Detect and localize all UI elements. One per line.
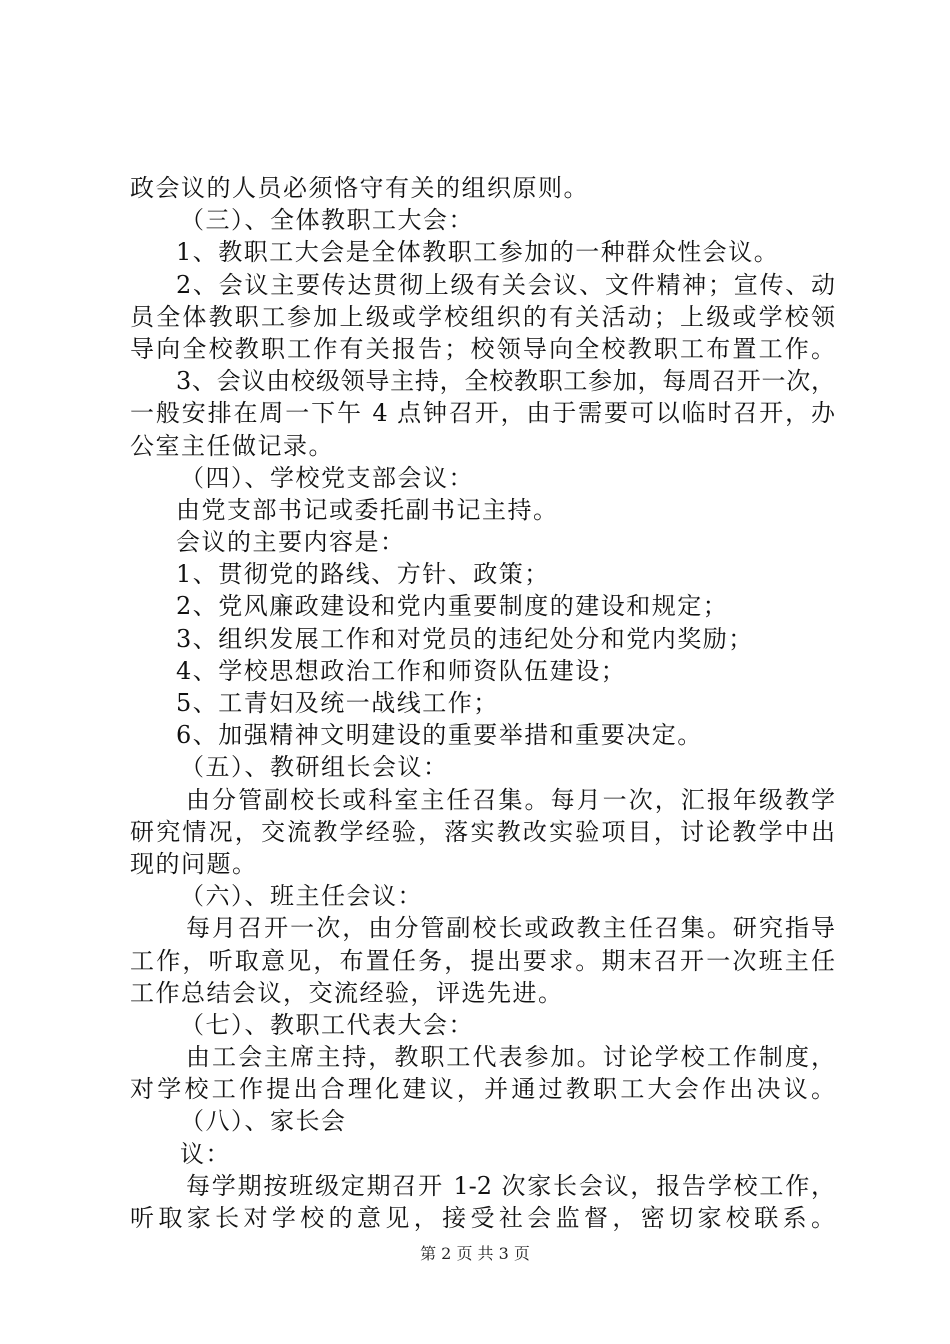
- text-line: 每月召开一次，由分管副校长或政教主任召集。研究指导: [186, 914, 835, 943]
- section-heading: （七）、教职工代表大会：: [180, 1010, 474, 1039]
- text-line: 由党支部书记或委托副书记主持。: [176, 495, 559, 524]
- text-line: 政会议的人员必须恪守有关的组织原则。: [130, 174, 589, 202]
- text-line: 一般安排在周一下午 4 点钟召开，由于需要可以临时召开，办: [130, 399, 835, 428]
- text-line: 现的问题。: [130, 849, 258, 878]
- section-heading: （四）、学校党支部会议：: [180, 463, 474, 492]
- text-line: 公室主任做记录。: [130, 431, 334, 460]
- text-line: 会议的主要内容是：: [176, 528, 406, 557]
- list-item: 4、学校思想政治工作和师资队伍建设；: [176, 656, 627, 685]
- text-line: 员全体教职工参加上级或学校组织的有关活动；上级或学校领: [130, 302, 835, 331]
- document-body: [130, 172, 835, 1234]
- text-line: 1、教职工大会是全体教职工参加的一种群众性会议。: [176, 238, 780, 267]
- section-heading: （五）、教研组长会议：: [180, 753, 449, 782]
- text-line: 议：: [180, 1139, 231, 1168]
- text-line: 听取家长对学校的意见，接受社会监督，密切家校联系。: [130, 1204, 835, 1232]
- text-line: 导向全校教职工作有关报告；校领导向全校教职工布置工作。: [130, 334, 835, 363]
- text-line: 研究情况，交流教学经验，落实教改实验项目，讨论教学中出: [130, 817, 835, 846]
- text-line: 由分管副校长或科室主任召集。每月一次，汇报年级教学: [186, 785, 835, 814]
- section-heading: （八）、家长会: [180, 1107, 347, 1136]
- text-line: 工作总结会议，交流经验，评选先进。: [130, 978, 564, 1007]
- list-item: 1、贯彻党的路线、方针、政策；: [176, 560, 550, 589]
- text-line: 对学校工作提出合理化建议，并通过教职工大会作出决议。: [130, 1075, 835, 1104]
- text-line: 工作，听取意见，布置任务，提出要求。期末召开一次班主任: [130, 946, 835, 975]
- text-line: 3、会议由校级领导主持，全校教职工参加，每周召开一次，: [176, 367, 835, 396]
- list-item: 2、党风廉政建设和党内重要制度的建设和规定；: [176, 592, 729, 621]
- text-line: 由工会主席主持，教职工代表参加。讨论学校工作制度，: [186, 1043, 835, 1072]
- section-heading: （三）、全体教职工大会：: [180, 206, 474, 235]
- list-item: 3、组织发展工作和对党员的违纪处分和党内奖励；: [176, 624, 754, 653]
- page-footer: 第 2 页 共 3 页: [420, 1244, 530, 1263]
- list-item: 6、加强精神文明建设的重要举措和重要决定。: [176, 721, 703, 750]
- text-line: 2、会议主要传达贯彻上级有关会议、文件精神；宣传、动: [176, 270, 835, 299]
- list-item: 5、工青妇及统一战线工作；: [176, 689, 499, 717]
- text-line: 每学期按班级定期召开 1-2 次家长会议，报告学校工作，: [186, 1171, 835, 1200]
- section-heading: （六）、班主任会议：: [180, 882, 423, 911]
